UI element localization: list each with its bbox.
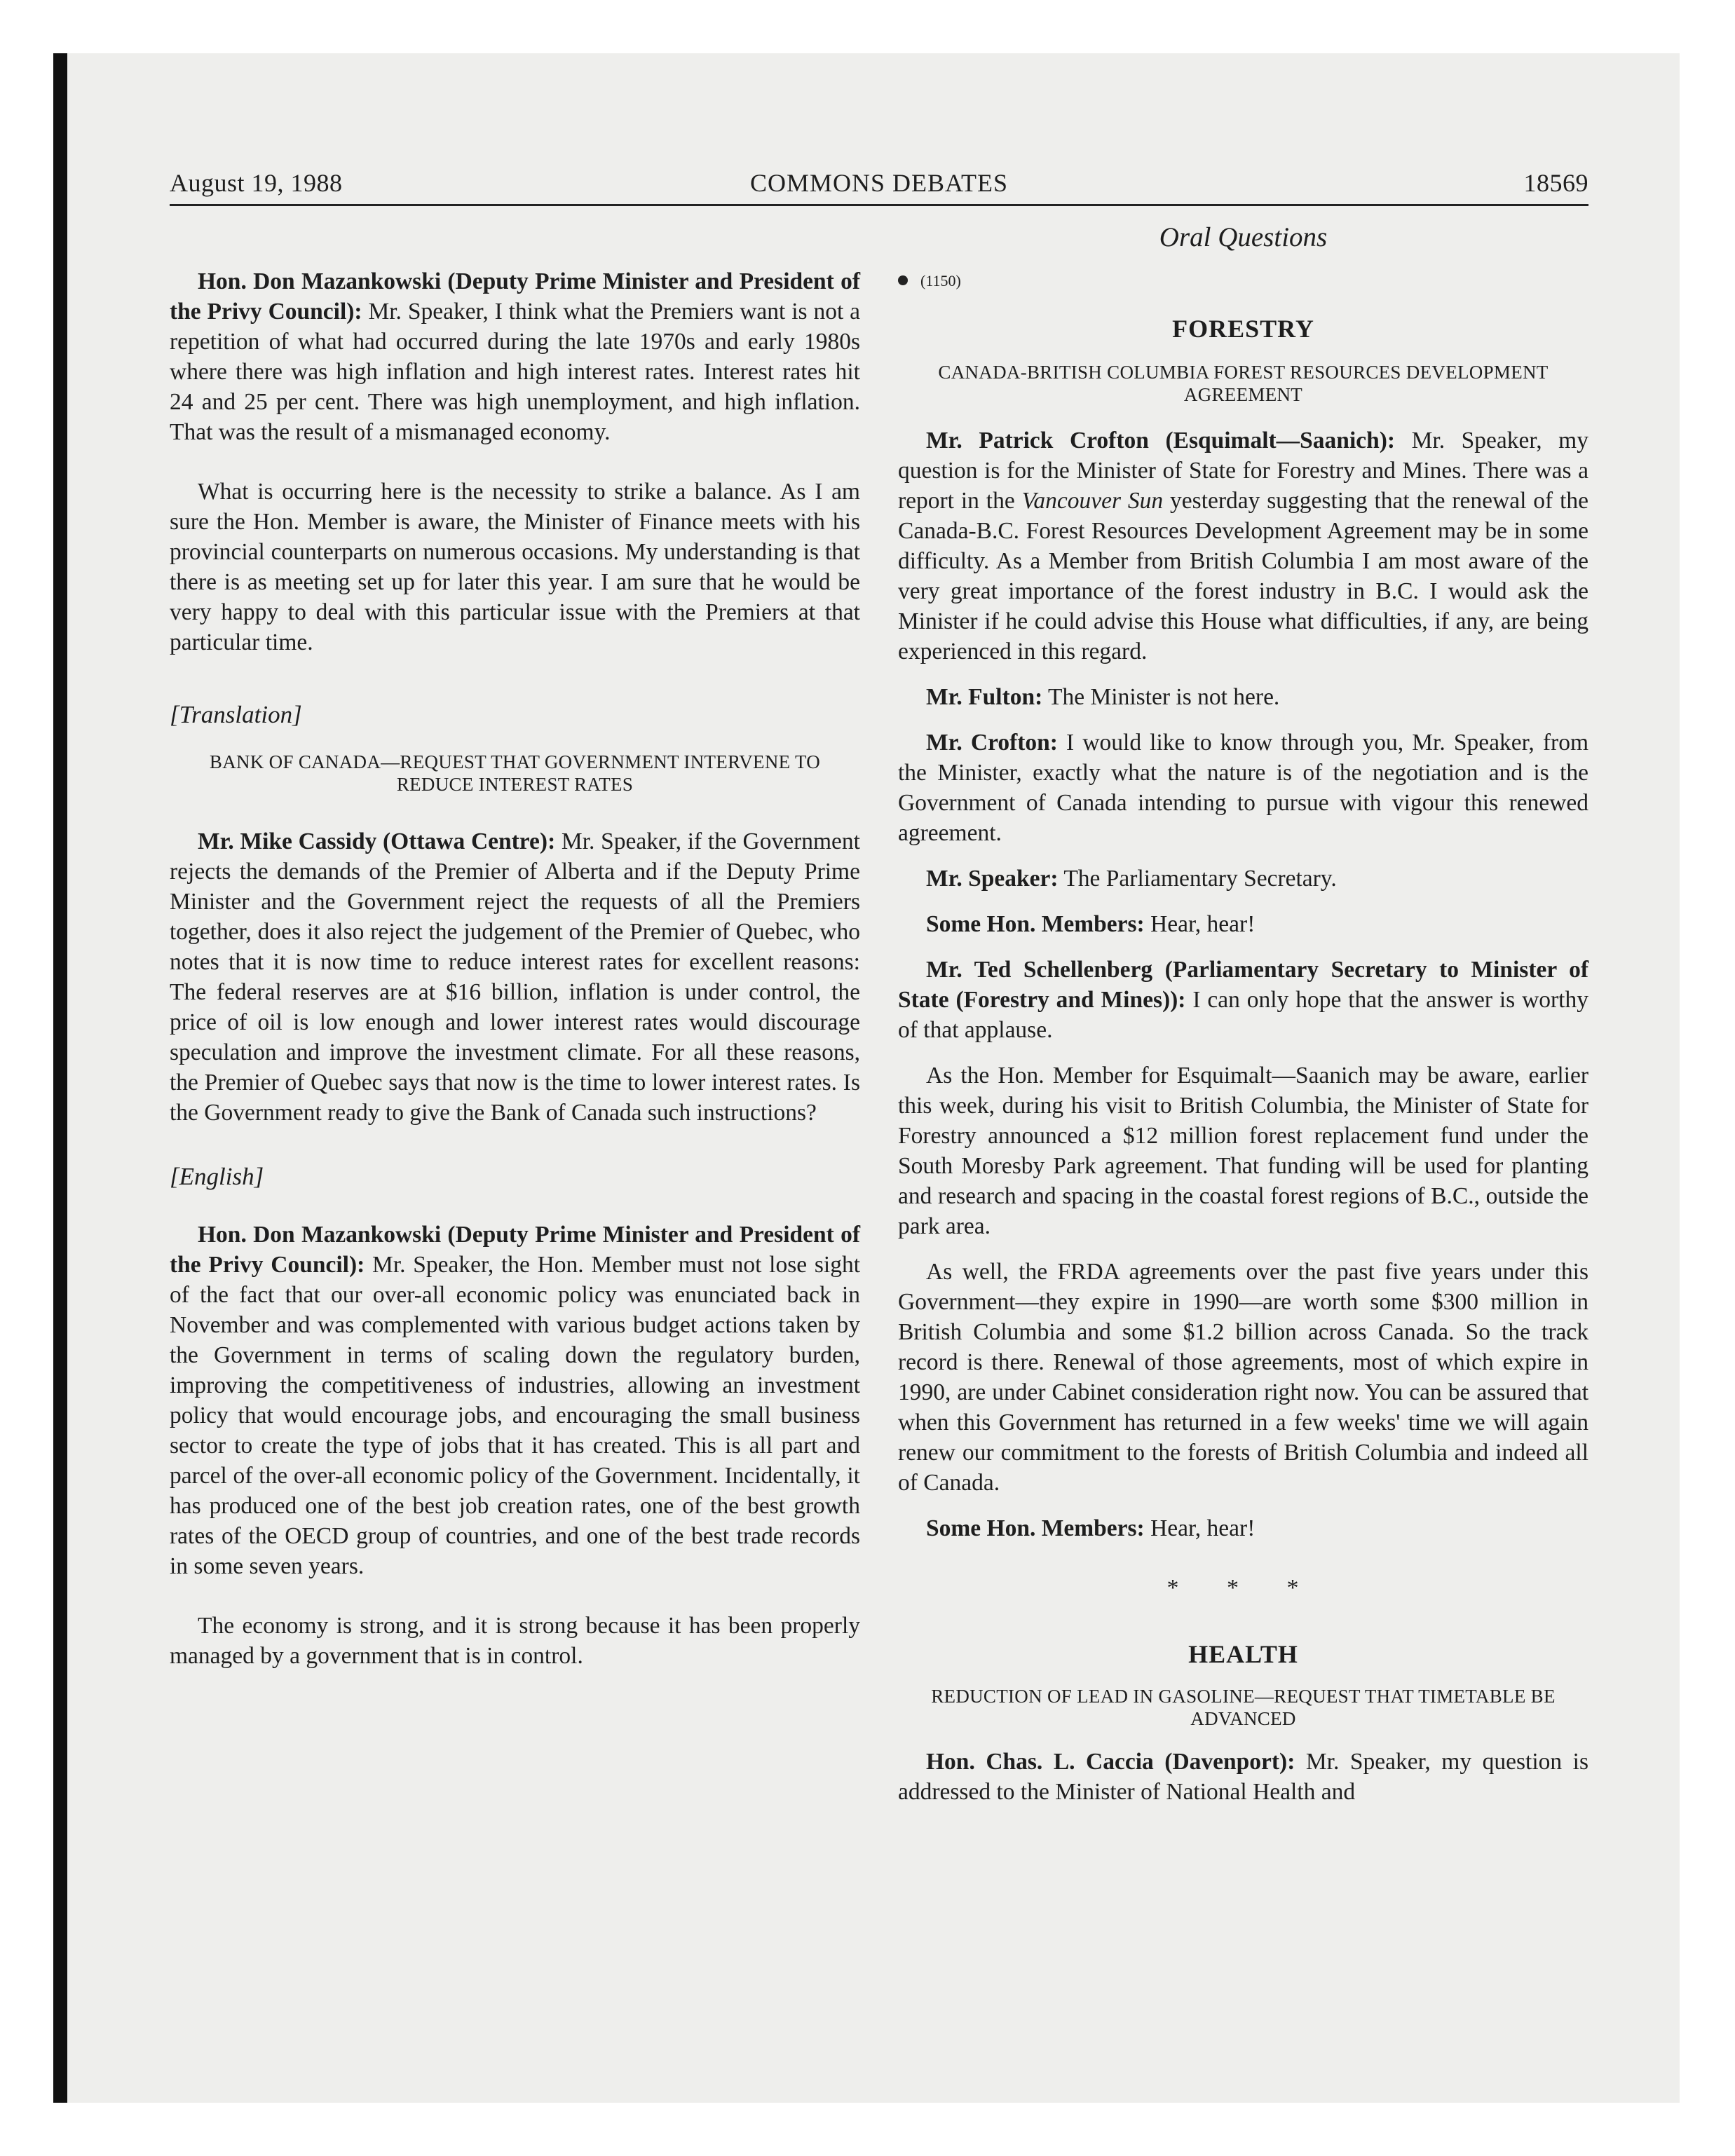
speaker-name: Some Hon. Members: [926,1515,1145,1541]
time-marker: (1150) [898,266,1588,294]
paragraph: Mr. Patrick Crofton (Esquimalt—Saanich): Mr. Speaker, my question is for the Minister of State for Forestry and Mines. There was a report in the Vancouver Sun yesterday suggesting that the renewal of the Canada-B.C. Forest Resources Development Agreement may be in some difficulty. As a Member from British Columbia I am most aware of the very great importance of the forest industry in B.C. I would ask the Minister if he could advise this House what difficulties, if any, are being experienced in this regard. [898,428,1588,664]
paragraph: Mr. Ted Schellenberg (Parliamentary Secretary to Minister of State (Forestry and Mines)): I can only hope that the answer is worthy of that applause. [898,957,1588,1043]
paragraph: As well, the FRDA agreements over the past five years under this Government—they expire in 1990—are worth some $300 million in British Columbia and some $1.2 billion across Canada. So the track record is there. Renewal of those agreements, most of which expire in 1990, are under Cabinet consideration right now. You can be assured that when this Government has returned in a few weeks' time we will again renew our commitment to the forests of British Columbia and indeed all of Canada. [898,1259,1588,1496]
paragraph: Hon. Don Mazankowski (Deputy Prime Minister and President of the Privy Council): Mr. Speaker, the Hon. Member must not lose sight of the fact that our over-all economic policy was enunciated back in November and was complemented with various budget actions taken by the Government in terms of scaling down the regulatory burden, improving the competitiveness of industries, allowing an investment policy that would encourage jobs, and encouraging the small business sector to create the type of jobs that it has created. This is all part and parcel of the over-all economic policy of the Government. Incidentally, it has produced one of the best job creation rates, one of the best growth rates of the OECD group of countries, and one of the best trade records in some seven years. [170,1222,860,1579]
paragraph: Mr. Crofton: I would like to know through you, Mr. Speaker, from the Minister, exactly what the nature is of the negotiation and is the Government of Canada intending to pursue with vigour this renewed agreement. [898,730,1588,846]
debate-heading: BANK OF CANADA—REQUEST THAT GOVERNMENT INTERVENE TO REDUCE INTEREST RATES [209,751,821,795]
bullet-icon [898,275,908,285]
speaker-name: Mr. Speaker: [926,866,1059,892]
header-rule [170,204,1588,206]
speaker-name: Mr. Fulton: [926,684,1043,710]
speaker-name: Hon. Chas. L. Caccia (Davenport): [926,1749,1295,1775]
speaker-name: Some Hon. Members: [926,911,1145,937]
subject-heading: FORESTRY [1172,315,1314,343]
speaker-name: Mr. Mike Cassidy (Ottawa Centre): [198,828,556,854]
debate-heading: CANADA-BRITISH COLUMBIA FOREST RESOURCES DEVELOPMENT AGREEMENT [938,362,1549,405]
section-separator: * * * [1166,1575,1320,1601]
translation-tag: [Translation] [170,701,302,728]
page-number: 18569 [1523,169,1588,197]
running-header [170,168,1588,202]
paragraph: Some Hon. Members: Hear, hear! [926,911,1256,937]
speaker-name: Mr. Ted Schellenberg (Parliamentary Secretary to Minister of State (Forestry and Mines)): [898,957,1588,1013]
header-title: COMMONS DEBATES [749,169,1009,197]
left-column [170,266,860,1671]
paragraph: Hon. Chas. L. Caccia (Davenport): Mr. Speaker, my question is addressed to the Minister of National Health and [898,1749,1588,1805]
paragraph: Mr. Speaker: The Parliamentary Secretary. [926,866,1337,892]
paragraph: Some Hon. Members: Hear, hear! [926,1515,1256,1541]
paragraph: As the Hon. Member for Esquimalt—Saanich may be aware, earlier this week, during his visit to British Columbia, the Minister of State for Forestry announced a $12 million forest replacement fund under the South Moresby Park agreement. That funding will be used for planting and research and spacing in the coastal forest regions of B.C., outside the park area. [898,1063,1588,1239]
speaker-name: Mr. Crofton: [926,730,1058,756]
scan-edge [53,53,67,2103]
speaker-name: Hon. Don Mazankowski (Deputy Prime Minister and President of the Privy Council): [170,1222,860,1278]
paragraph: Mr. Fulton: The Minister is not here. [926,684,1280,710]
right-column [898,266,1588,1807]
subject-heading: HEALTH [1188,1640,1298,1668]
paragraph: Mr. Mike Cassidy (Ottawa Centre): Mr. Speaker, if the Government rejects the demands of the Premier of Alberta and if the Deputy Prime Minister and the Government reject the requests of all the Premiers together, does it also reject the judgement of the Premier of Quebec, who notes that it is now time to reduce interest rates for excellent reasons: The federal reserves are at $16 billion, inflation is under control, the price of oil is low enough and lower interest rates would discourage speculation and improve the investment climate. For all these reasons, the Premier of Quebec says that now is the time to lower interest rates. Is the Government ready to give the Bank of Canada such instructions? [170,828,860,1126]
paragraph: The economy is strong, and it is strong because it has been properly managed by a government that is in control. [170,1613,860,1669]
section-label: Oral Questions [1159,222,1328,252]
debate-heading: REDUCTION OF LEAD IN GASOLINE—REQUEST THAT TIMETABLE BE ADVANCED [931,1686,1556,1729]
speaker-name: Mr. Patrick Crofton (Esquimalt—Saanich): [926,428,1396,453]
paragraph: What is occurring here is the necessity to strike a balance. As I am sure the Hon. Member is aware, the Minister of Finance meets with his provincial counterparts on numerous occasions. My understanding is that there is as meeting set up for later this year. I am sure that he would be very happy to deal with this particular issue with the Premiers at that particular time. [170,479,860,655]
speaker-name: Hon. Don Mazankowski (Deputy Prime Minister and President of the Privy Council): [170,268,860,325]
header-date: August 19, 1988 [170,169,343,197]
paragraph: Hon. Don Mazankowski (Deputy Prime Minister and President of the Privy Council): Mr. Speaker, I think what the Premiers want is not a repetition of what had occurred during the late 1970s and early 1980s where there was high inflation and high interest rates. Interest rates hit 24 and 25 per cent. There was high unemployment, and high inflation. That was the result of a mismanaged economy. [170,268,861,445]
english-tag: [English] [170,1163,264,1190]
